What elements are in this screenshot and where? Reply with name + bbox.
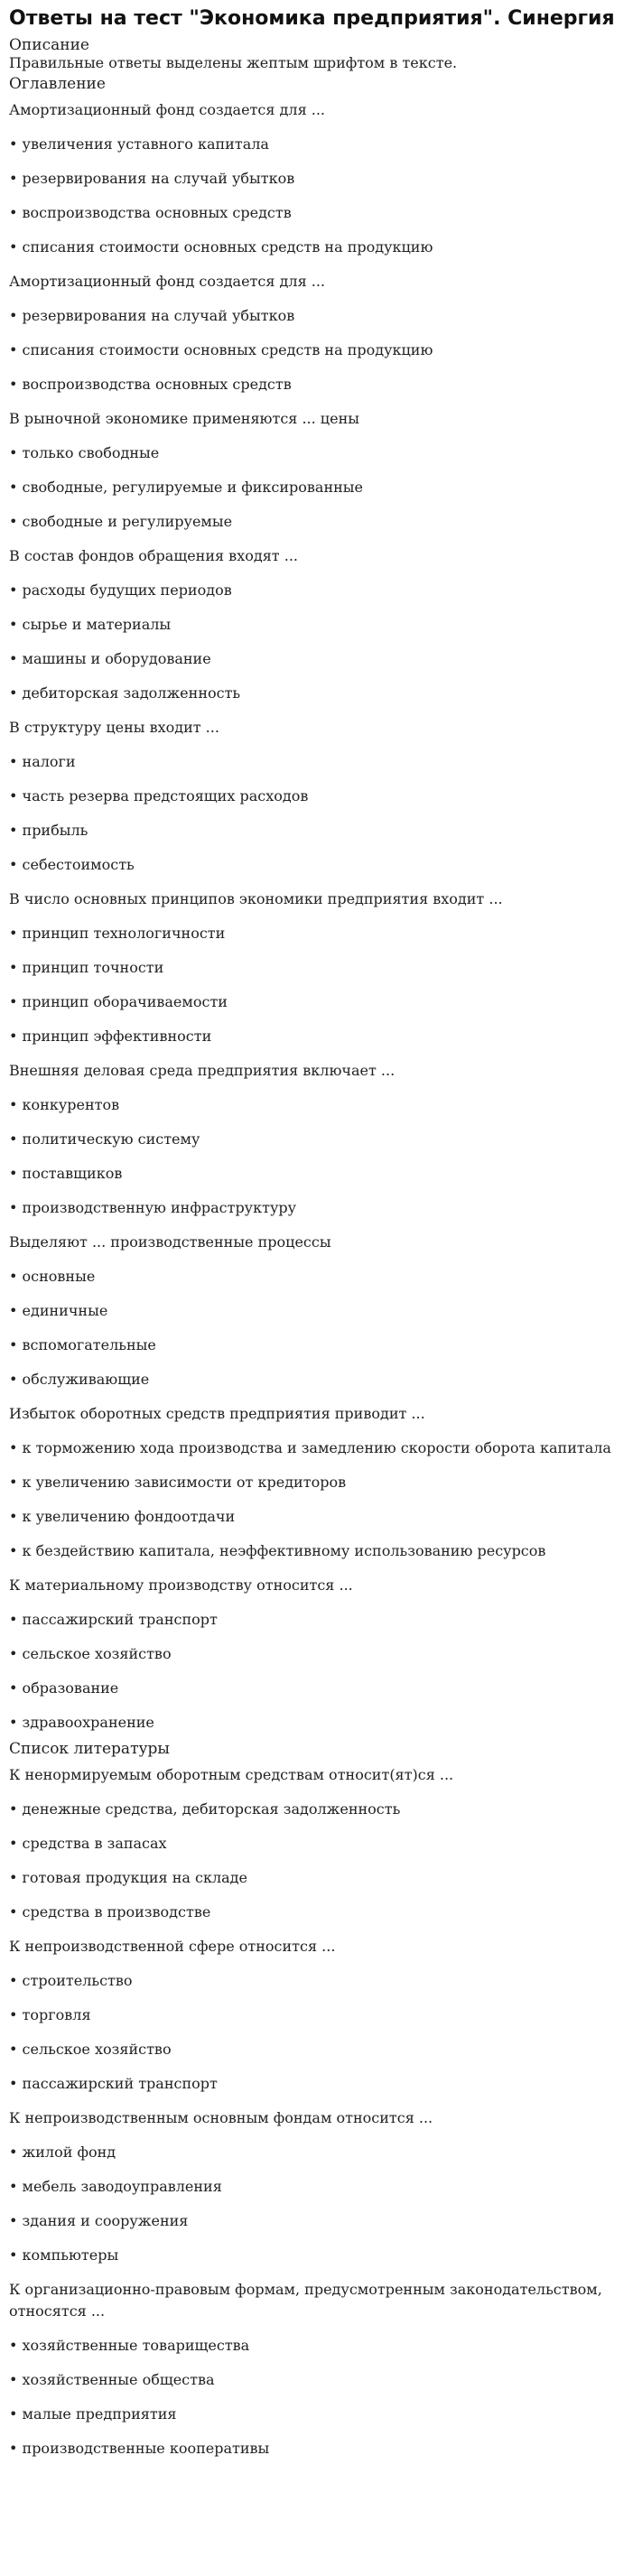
answer-option: • сельское хозяйство [9, 1645, 172, 1662]
question-text: Амортизационный фонд создается для ... [9, 273, 325, 290]
answer-option: • списания стоимости основных средств на продукцию [9, 238, 433, 256]
question-text: Амортизационный фонд создается для ... [9, 101, 325, 118]
question-text: В структуру цены входит ... [9, 719, 219, 736]
answer-option: • компьютеры [9, 2246, 119, 2264]
answer-option: • средства в запасах [9, 1835, 167, 1852]
answer-option: • к бездействию капитала, неэффективному использованию ресурсов [9, 1542, 546, 1559]
literature-heading: Список литературы [9, 1740, 170, 1758]
answer-option: • здравоохранение [9, 1714, 154, 1731]
answer-option: • конкурентов [9, 1096, 120, 1113]
page-title: Ответы на тест "Экономика предприятия". Синергия [9, 7, 615, 30]
answer-option: • основные [9, 1268, 96, 1285]
answer-option: • малые предприятия [9, 2405, 177, 2423]
question-text: К ненормируемым оборотным средствам относит(ят)ся ... [9, 1766, 454, 1783]
answer-option: • дебиторская задолженность [9, 684, 241, 702]
answer-option: • налоги [9, 753, 76, 770]
answer-option: • себестоимость [9, 856, 135, 873]
answer-option: • сельское хозяйство [9, 2041, 172, 2058]
answer-option: • вспомогательные [9, 1336, 156, 1353]
answer-option: • поставщиков [9, 1165, 123, 1182]
answer-option: • часть резерва предстоящих расходов [9, 787, 309, 804]
question-text: Выделяют ... производственные процессы [9, 1233, 331, 1251]
answer-option: • средства в производстве [9, 1903, 211, 1920]
answer-option: • торговля [9, 2006, 91, 2023]
question-text: Внешняя деловая среда предприятия включает ... [9, 1062, 396, 1079]
answer-option: • обслуживающие [9, 1371, 150, 1388]
question-text: К материальному производству относится ... [9, 1576, 353, 1594]
description-heading: Описание [9, 36, 89, 54]
answer-option: • политическую систему [9, 1130, 200, 1148]
question-text: В число основных принципов экономики предприятия входит ... [9, 890, 503, 907]
answer-option: • хозяйственные общества [9, 2371, 215, 2388]
answer-option: • единичные [9, 1302, 108, 1319]
answer-option: • только свободные [9, 444, 160, 461]
answer-option: • воспроизводства основных средств [9, 376, 292, 393]
answer-option: • мебель заводоуправления [9, 2178, 222, 2195]
answer-option: • принцип эффективности [9, 1028, 212, 1045]
question-text: В рыночной экономике применяются ... цены [9, 410, 359, 427]
answer-option: • сырье и материалы [9, 616, 172, 633]
answer-option: • образование [9, 1679, 119, 1697]
question-text: В состав фондов обращения входят ... [9, 547, 298, 564]
answer-option: • хозяйственные товарищества [9, 2337, 250, 2354]
answer-option: • принцип точности [9, 959, 164, 976]
question-text: К непроизводственной сфере относится ... [9, 1938, 336, 1955]
answer-option: • к увеличению зависимости от кредиторов [9, 1474, 347, 1491]
answer-option: • расходы будущих периодов [9, 581, 232, 599]
answer-option: • здания и сооружения [9, 2212, 189, 2229]
question-text: Избыток оборотных средств предприятия приводит ... [9, 1405, 425, 1422]
description-text: Правильные ответы выделены жептым шрифтом в тексте. [9, 54, 458, 71]
answer-option: • машины и оборудование [9, 650, 211, 667]
answer-option: • списания стоимости основных средств на продукцию [9, 341, 433, 358]
answer-option: • резервирования на случай убытков [9, 307, 295, 324]
answer-option: • свободные и регулируемые [9, 513, 233, 530]
answer-option: • производственные кооперативы [9, 2440, 270, 2457]
answer-option: • принцип оборачиваемости [9, 993, 228, 1010]
answer-option: • готовая продукция на складе [9, 1869, 247, 1886]
answer-option: • жилой фонд [9, 2144, 116, 2161]
answer-option: • к торможению хода производства и замедлению скорости оборота капитала [9, 1439, 611, 1456]
toc-heading: Оглавление [9, 75, 106, 93]
answer-option: • резервирования на случай убытков [9, 170, 295, 187]
answer-option: • прибыль [9, 822, 88, 839]
answer-option: • к увеличению фондоотдачи [9, 1508, 236, 1525]
questions-block-2 [9, 1758, 622, 2466]
answer-option: • свободные, регулируемые и фиксированные [9, 479, 363, 496]
answer-option: • производственную инфраструктуру [9, 1199, 297, 1216]
answer-option: • принцип технологичности [9, 925, 226, 942]
answer-option: • денежные средства, дебиторская задолженность [9, 1800, 401, 1818]
answer-option: • строительство [9, 1972, 133, 1989]
question-text: К организационно-правовым формам, предусмотренным законодательством, относятся ... [9, 2281, 602, 2320]
answer-option: • увеличения уставного капитала [9, 135, 269, 153]
answer-option: • воспроизводства основных средств [9, 204, 292, 221]
questions-block-1 [9, 93, 622, 1740]
question-text: К непроизводственным основным фондам относится ... [9, 2109, 433, 2126]
answer-option: • пассажирский транспорт [9, 2075, 218, 2092]
answer-option: • пассажирский транспорт [9, 1611, 218, 1628]
